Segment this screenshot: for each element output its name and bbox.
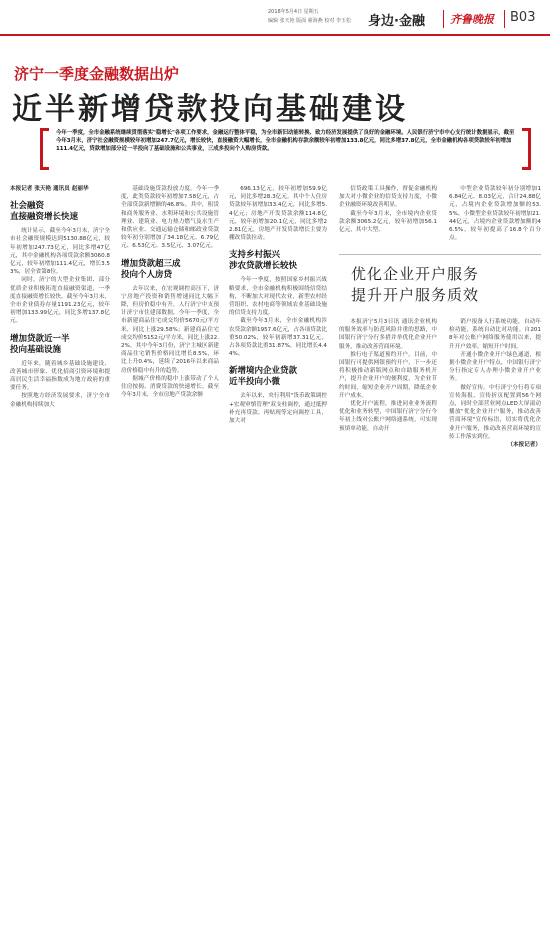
body-paragraph: 696.13亿元，较年初增加59.9亿元，同比多增28.3亿元。其中个人住房贷款较年初增加33.4亿元，同比多增5.4亿元；房地产开发贷款余额114.8亿元，较年初增加20.1亿元，同比多增22.81亿元，房地产开发贷款增长主要为棚改贷款拉动。 <box>229 186 327 242</box>
section-name: 身边·金融 <box>368 14 425 29</box>
ad-top-rule <box>339 254 541 255</box>
body-paragraph: 去年以来，在宏观调控高压下，济宁房地产投资和销售增速同比大幅下降，但房价稳中有升，人行济宁中支预计济宁市住建部数据，今年一季度，全市新建商品住宅成交均价5670元/平方米，同比上涨29.58%；新建商品住宅成交均价5152元/平方米，同比上涨22.2%，其中今年3月份，济宁主城区新建商品住宅销售价格同比增长8.5%，环比上升0.4%，延续了2016年以来商品房价格稳中有升的趋势。 <box>121 285 219 374</box>
body-paragraph: 优化开户流程，推进同业业务流程优化和业务转型，中国银行济宁分行今年初上线对公账户网络通系统，可实现预填单功能，自动开 <box>339 401 437 432</box>
body-paragraph: 按照地方经济发展要求，济宁全市金融机构持续加大 <box>10 393 110 408</box>
body-paragraph: 基础设施贷款投放力度。今年一季度，此类贷款较年初增加7.58亿元，占全部贷款新增额的46.8%。其中，租赁和商务服务业、水利环境和公共设施管理业、建筑业、电力热力燃气及水生产和供应业、交通运输仓储和邮政业贷款较年初分别增加了34.18亿元、6.79亿元、6.53亿元、3.5亿元、3.07亿元。 <box>121 186 219 250</box>
body-paragraph: 据城产价格的稳中上涨带动了个人住房按揭、消费贷款的快速增长。截至今年3月末，全市房地产贷款余额 <box>121 375 219 399</box>
article-lead: 今年一季度，全市金融系统继续贯彻落实"稳增长"各项工作要求，金融运行整体平稳，为全市新旧动能转换、致力经济发展提供了良好的金融环境。人民银行济宁市中心支行统计数据显示，截至今年3月末，济宁社会融资规模较年初增加247.7亿元，增长较快，直接融资大幅增长，全市金融机构存款余额较年初增加133.8亿元，同比多增37.8亿元，全市金融机构各项贷款较年初增加111.4亿元，贷款增加部分近一半投向了基础设施和公共事业，三成多投向个人购房贷款。 <box>56 130 515 153</box>
ad-title <box>351 264 541 306</box>
body-paragraph: 做好宣传。中行济宁分行将专项宣传海报、宣传折页配置到56个网点，同时全部营业网点LED大屏滚动播放"优化企业开户服务，推动改善营商环境"宣传标语，切实将优化企业开户服务，推动改善营商环境的宣传工作落实到位。 <box>449 384 541 440</box>
body-paragraph: 截至今年3月末，全市金融机构涉农贷款余额1957.6亿元，占各项贷款比重50.02%，较年初新增37.31亿元，占各项贷款比重31.87%，同比增长4.44%。 <box>229 318 327 358</box>
article-column-2 <box>121 185 219 399</box>
article-column-5 <box>449 185 541 242</box>
ad-title-line-2: 提升开户服务质效 <box>351 286 480 304</box>
article-byline: 本报记者 张天艳 通讯员 赵丽华 <box>10 186 89 192</box>
section-subhead: 增加贷款超三成 投向个人房贷 <box>121 258 181 280</box>
article-headline: 近半新增贷款投向基础建设 <box>12 92 408 127</box>
section-subhead: 新增境内企业贷款 近半投向小微 <box>229 366 298 388</box>
masthead-rule <box>0 34 550 36</box>
paper-logo: 齐鲁晚报 <box>450 13 494 26</box>
ad-title-line-1: 优化企业开户服务 <box>351 265 480 283</box>
body-paragraph: 开通小微企业开户绿色通道，根据小微企业开户特点，中国银行济宁分行指定专人办理小微企业开户业务。 <box>449 351 541 383</box>
ad-byline: （本报记者） <box>507 442 541 449</box>
section-subhead: 社会融资 直接融资增长快速 <box>10 201 79 223</box>
body-paragraph: 本报济宁5月3日讯 通讯企业机构的服务效率与防范风险并重的思路，中国银行济宁分行多措并举优化企业开户服务，推动改善营商环境。 <box>339 319 437 350</box>
body-paragraph: 销户报备人行系统功能，自动年检功能，系统自动比对功能。自2018年对公账户网络服务使用以来，提升开户效率，缩短开户时间。 <box>449 319 541 350</box>
editor-credits: 编辑 张天艳 版面 翟海燕 校对 李玉松 <box>268 18 351 24</box>
body-paragraph: 中型企业贷款较年初分别增加16.84亿元、8.03亿元，合计24.88亿元，占境内企业贷款增加额的53.5%，小微型企业贷款较年初增加21.44亿元，占境内企业贷款增加额的46.5%，较年初提高了16.8个百分点。 <box>449 186 541 242</box>
body-paragraph: 信贷政策工具操作，督促金融机构加大对小微企业的信贷支持力度，小微企业融资环境改善明显。 <box>339 186 437 209</box>
section-subhead: 增加贷款近一半 投向基础设施 <box>10 333 70 355</box>
article-column-1 <box>10 185 110 409</box>
page-number: B03 <box>510 10 536 25</box>
article-column-3 <box>229 185 327 425</box>
masthead-divider-2 <box>504 10 505 28</box>
body-paragraph: 近年来，随着城乡基础设施建设、改善城市形象、优化招商引资环境和提高居民生活幸福指数成为地方政府的重要任务。 <box>10 360 110 392</box>
article-column-4 <box>339 185 437 234</box>
body-paragraph: 推行电子渠道预约开户。目前，中国银行可提供网银预约开户，下一步还将积极推动新版网点和自助服务机开户，提升企业开户的便利度，为企业节约时间，缩短企业开户周期，降低企业开户成本。 <box>339 351 437 399</box>
article-kicker: 济宁一季度金融数据出炉 <box>14 65 180 83</box>
body-paragraph: 去年以来，央行利用"货币政策调控+宏观审慎管理"双支柱调控，通过抵押补充再贷款、再贴现等定向调控工具，加大对 <box>229 393 327 425</box>
section-subhead: 支持乡村振兴 涉农贷款增长较快 <box>229 250 298 272</box>
body-paragraph: 同时，济宁的大型企业集团、部分优质企业积极拓宽直接融资渠道，一季度直接融资增长较快。截至今年3月末，全市企业债券存量1191.23亿元，较年初增加133.99亿元，同比多增137.8亿元。 <box>10 277 110 325</box>
body-paragraph: 今年一季度，按照国家乡村振兴战略要求，全市金融机构积极围绕信贷结构，不断加大对现代农业、新型农村经营组织、农村电商等领域农业基础设施的信贷支持力度。 <box>229 277 327 317</box>
body-paragraph: 统计显示，截至今年3月末，济宁全市社会融资规模达到5130.88亿元，较年初增加247.73亿元，同比多增47亿元，其中金融机构各项贷款余额3060.8亿元，较年初增加111.4亿元，增长3.53%，居全省第8位。 <box>10 228 110 276</box>
ad-column-1 <box>339 318 437 433</box>
issue-date: 2018年5月4日 星期五 <box>268 9 319 15</box>
ad-column-2 <box>449 318 541 449</box>
lead-bracket-left <box>40 128 49 170</box>
masthead-divider <box>443 10 444 28</box>
lead-bracket-right <box>522 128 531 170</box>
body-paragraph: 截至今年3月末，全市境内企业贷款余额3065.2亿元，较年初增加56.1亿元，其中大型、 <box>339 210 437 234</box>
